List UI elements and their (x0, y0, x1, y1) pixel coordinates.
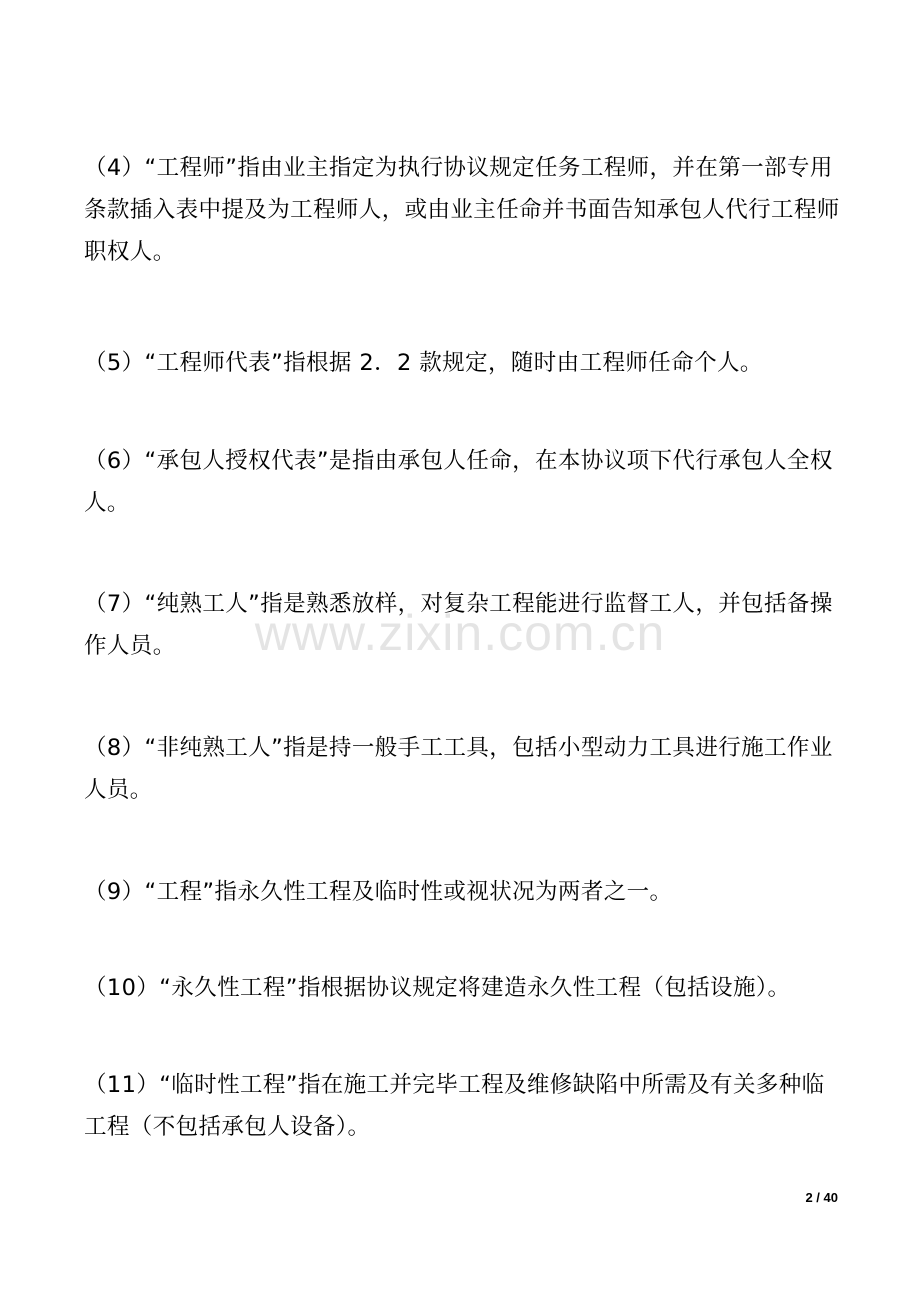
paragraph-11: （11）“临时性工程”指在施工并完毕工程及维修缺陷中所需及有关多种临工程（不包括承包人设备）。 (84, 1072, 825, 1140)
paragraph-5: （5）“工程师代表”指根据 2．2 款规定，随时由工程师任命个人。 (84, 350, 763, 376)
paragraph-9: （9）“工程”指永久性工程及临时性或视状况为两者之一。 (84, 879, 673, 905)
page-number: 2 / 40 (805, 1190, 838, 1205)
paragraph-4: （4）“工程师”指由业主指定为执行协议规定任务工程师，并在第一部专用条款插入表中提及为工程师人，或由业主任命并书面告知承包人代行工程师职权人。 (84, 155, 840, 265)
paragraph-6: （6）“承包人授权代表”是指由承包人任命，在本协议项下代行承包人全权人。 (84, 448, 833, 516)
paragraph-8: （8）“非纯熟工人”指是持一般手工工具，包括小型动力工具进行施工作业人员。 (84, 735, 833, 803)
paragraph-10: （10）“永久性工程”指根据协议规定将建造永久性工程（包括设施）。 (84, 975, 791, 1001)
watermark: www.zixin.com.cn (254, 605, 666, 661)
paragraph-7: （7）“纯熟工人”指是熟悉放样，对复杂工程能进行监督工人，并包括备操作人员。 (84, 591, 833, 659)
